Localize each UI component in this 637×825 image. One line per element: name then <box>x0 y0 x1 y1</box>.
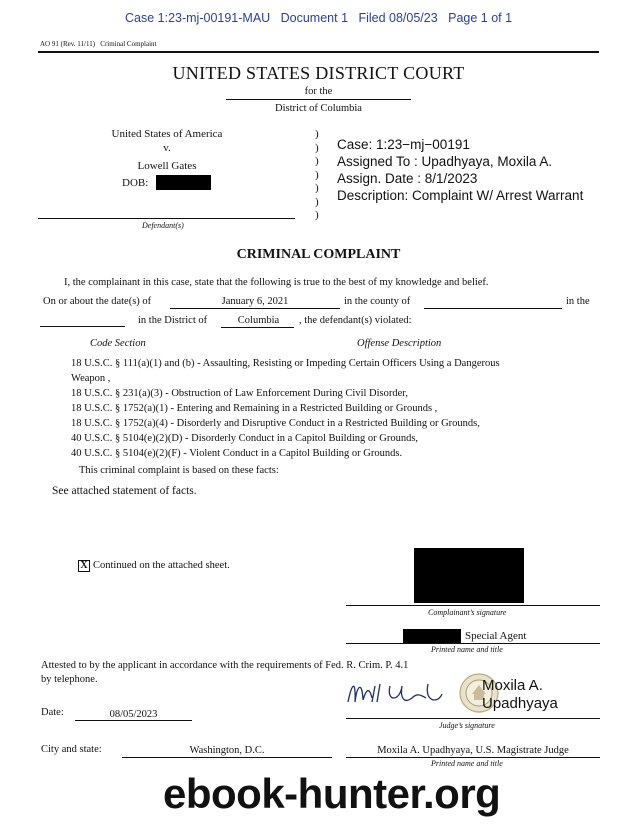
attested-line-1: Attested to by the applicant in accordance with the requirements of Fed. R. Crim. P. 4.1 <box>41 660 409 671</box>
attested-line-2: by telephone. <box>41 674 98 685</box>
agent-title: Special Agent <box>465 630 527 642</box>
plaintiff-name: United States of America <box>111 128 223 140</box>
code-section-header: Code Section <box>90 338 146 349</box>
judge-sig-label: Judge’s signature <box>439 721 495 730</box>
stamp-case: Case: 1:23−mj−00191 <box>337 137 470 152</box>
continued-label: Continued on the attached sheet. <box>93 560 230 571</box>
complainant-sig-rule <box>346 605 600 606</box>
judge-sig-last: Upadhyaya <box>482 695 558 712</box>
offense-date: January 6, 2021 <box>221 296 289 307</box>
watermark-text: ebook-hunter.org <box>163 770 501 817</box>
date-suffix: in the <box>566 296 590 307</box>
judge-sig-first: Moxila A. <box>482 677 543 694</box>
district-value-rule <box>221 327 294 328</box>
complainant-sig-label: Complainant’s signature <box>428 608 507 617</box>
printed-name-rule <box>346 643 600 644</box>
defendant-name: Lowell Gates <box>137 160 197 172</box>
judge-digital-signature <box>482 677 558 713</box>
stamp-assign-date: Assign. Date : 8/1/2023 <box>337 171 478 186</box>
caption-parens: ) ) ) ) ) ) ) <box>315 128 319 221</box>
district-label: in the District of <box>138 315 208 326</box>
form-id: AO 91 (Rev. 11/11) Criminal Complaint <box>40 40 157 48</box>
offense-line: 40 U.S.C. § 5104(e)(2)(F) - Violent Conduct in a Capitol Building or Grounds. <box>71 448 403 459</box>
offense-line: 18 U.S.C. § 231(a)(3) - Obstruction of Law Enforcement During Civil Disorder, <box>71 388 408 399</box>
case-number: Case 1:23-mj-00191-MAU <box>125 11 271 25</box>
offense-line: 18 U.S.C. § 1752(a)(1) - Entering and Remaining in a Restricted Building or Grounds , <box>71 403 438 414</box>
dob-label: DOB: <box>122 177 149 189</box>
filed-date: Filed 08/05/23 <box>358 11 438 25</box>
city-value: Washington, D.C. <box>189 745 265 756</box>
district-blank-rule <box>40 326 125 327</box>
offense-line: Weapon , <box>71 373 111 384</box>
facts-statement: See attached statement of facts. <box>52 485 197 497</box>
intro-statement: I, the complainant in this case, state that the following is true to the best of my knowledge and belief. <box>64 277 489 288</box>
offense-line: 40 U.S.C. § 5104(e)(2)(D) - Disorderly Conduct in a Capitol Building or Grounds, <box>71 433 419 444</box>
based-on-facts: This criminal complaint is based on these facts: <box>79 465 279 476</box>
court-for: for the <box>304 86 333 97</box>
stamp-assigned: Assigned To : Upadhyaya, Moxila A. <box>337 154 553 169</box>
county-rule <box>424 308 562 309</box>
offense-line: 18 U.S.C. § 111(a)(1) and (b) - Assaulting, Resisting or Impeding Certain Officers Using a Dangerous <box>71 358 500 369</box>
court-district: District of Columbia <box>275 103 362 114</box>
court-title: UNITED STATES DISTRICT COURT <box>172 63 465 83</box>
district-value: Columbia <box>237 315 280 326</box>
printed-name-label: Printed name and title <box>431 645 503 654</box>
versus: v. <box>163 142 171 154</box>
city-value-rule <box>122 757 332 758</box>
district-suffix: , the defendant(s) violated: <box>299 315 412 326</box>
judge-printed-name: Moxila A. Upadhyaya, U.S. Magistrate Judge <box>377 745 569 756</box>
ecf-header <box>125 11 512 25</box>
date-rule <box>170 308 340 309</box>
document-number: Document 1 <box>280 11 349 25</box>
redaction-signature <box>414 548 524 603</box>
redaction-agent-name <box>403 629 461 644</box>
case-stamp <box>337 136 583 204</box>
judge-handwritten-signature <box>342 672 462 716</box>
judge-sig-rule <box>346 718 600 719</box>
top-rule <box>38 51 599 53</box>
judge-name-rule <box>346 757 600 758</box>
date-value: 08/05/2023 <box>109 709 158 720</box>
continued-checkbox[interactable]: X <box>78 560 90 572</box>
document-title: CRIMINAL COMPLAINT <box>236 247 401 262</box>
defendant-rule <box>38 218 295 219</box>
date-label: Date: <box>41 707 64 718</box>
offense-description-header: Offense Description <box>357 338 442 349</box>
page-count: Page 1 of 1 <box>448 11 513 25</box>
county-label: in the county of <box>344 296 411 307</box>
date-prefix: On or about the date(s) of <box>43 296 152 307</box>
district-rule <box>226 99 411 100</box>
stamp-description: Description: Complaint W/ Arrest Warrant <box>337 188 584 203</box>
offense-line: 18 U.S.C. § 1752(a)(4) - Disorderly and Disruptive Conduct in a Restricted Building or Grounds, <box>71 418 480 429</box>
date-value-rule <box>75 720 192 721</box>
judge-name-label: Printed name and title <box>431 759 503 768</box>
redaction-dob <box>156 175 211 190</box>
city-label: City and state: <box>41 744 102 755</box>
defendant-label: Defendant(s) <box>142 221 184 230</box>
